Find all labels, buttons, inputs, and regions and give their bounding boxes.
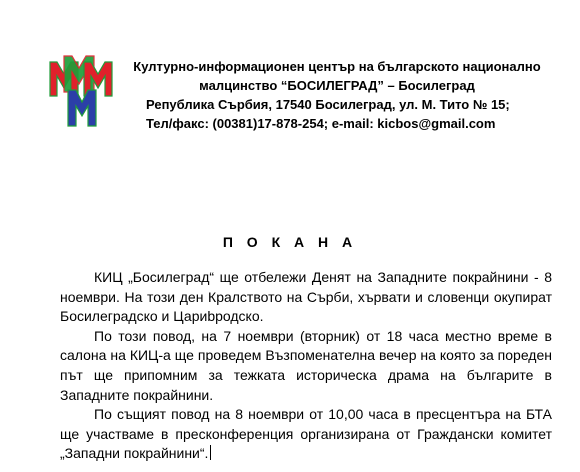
- address-line: Република Сърбия, 17540 Босилеград, ул. М. Тито № 15;: [146, 97, 510, 112]
- organization-name-line2: малцинство “БОСИЛЕГРАД” – Босилеград: [199, 78, 475, 93]
- contact-line: Тел/факс: (00381)17-878-254; e-mail: kicbos@gmail.com: [146, 116, 496, 131]
- paragraph-2: По този повод, на 7 ноември (вторник) от 18 часа местно време в салона на КИЦ-а ще проведем Възпоменателна вечер на която за пореден път ще припомним за тежката историческа драма на българите в Западните покрайнини.: [60, 327, 552, 403]
- organization-name-line1: Културно-информационен център на българското национално: [133, 59, 541, 74]
- document-body: [60, 268, 552, 464]
- letterhead: [126, 57, 556, 133]
- document-title: П О К А Н А: [222, 234, 358, 250]
- paragraph-3: [60, 405, 552, 464]
- paragraph-3-text: По същият повод на 8 ноември от 10,00 часа в пресцентъра на БТА ще участваме в пресконференция организирана от Граждански комитет „Западни покрайнини“.: [60, 406, 552, 462]
- kic-logo-graphic: [48, 52, 116, 130]
- text-cursor: [210, 445, 211, 460]
- kic-logo: [48, 52, 116, 130]
- paragraph-1: КИЦ „Босилеград“ ще отбележи Денят на Западните покрайнини - 8 ноември. На този ден Кралството на Сърби, хървати и словенци окупират Босилеградско и Цариbродско.: [60, 269, 552, 325]
